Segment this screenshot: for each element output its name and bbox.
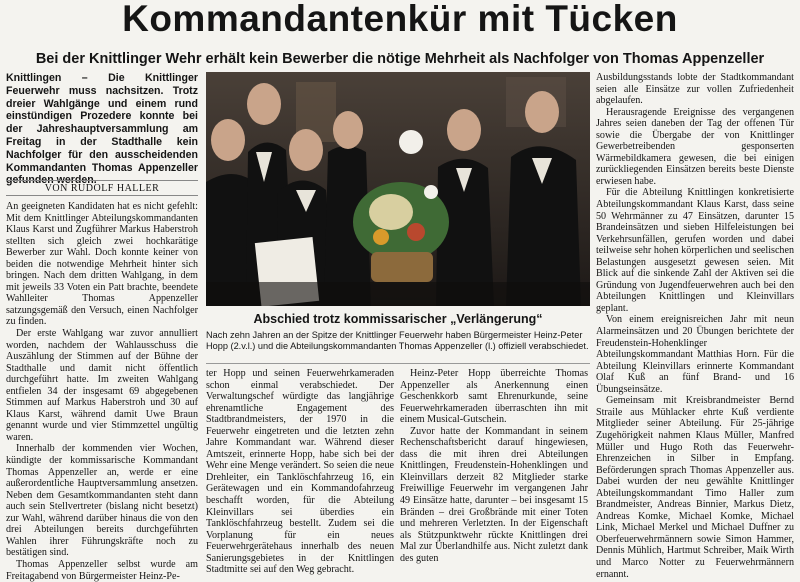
paragraph: ter Hopp und seinen Feuerwehrkameraden schon einmal verabschiedet. Der Verwaltungschef würdigte das langjährige ehrenamtliche Engagement des Stadtbrandmeisters, der 1970 in die Feuerwehr eingetreten und die letzten zehn Jahre Kommandant war. Während dieser Amtszeit, erinnerte Hopp, habe sich bei der Wehr eine Menge verändert. So seien die neue Drehleiter, ein Tanklöschfahrzeug 16, ein Gerätewagen und ein Kommandofahrzeug beschafft worden, für die Abteilung Kleinvillars sei überdies ein Tanklöschfahrzeug bestellt. Zudem sei die Vorplanung für ein neues Feuerwehrgerätehaus innerhalb des neuen Sanierungsgebietes in der Knittlingen Stadtmitte sei auf den Weg gebracht.	[206, 368, 394, 576]
lead-paragraph: Knittlingen – Die Knittlinger Feuerwehr muss nachsitzen. Trotz dreier Wahlgänge und einem rund einstündigen Prozedere konnte bei der Jahreshauptversammlung am Freitag in der Stadthalle kein Nachfolger für den ausscheidenden Kommandanten Thomas Appenzeller gefunden werden.	[6, 72, 198, 187]
headline: Kommandantenkür mit Tücken	[122, 0, 678, 39]
paragraph: Der erste Wahlgang war zuvor annulliert worden, nachdem der Wahlausschuss die Auszählung der Stimmen auf der Bühne der Stadthalle und damit nicht öffentlich durchgeführt hatte. Im zweiten Wahlgang entfielen 34 der insgesamt 69 abgegebenen Stimmen auf Markus Haberstroh und 30 auf Klaus Karst, während damit Uwe Braun genannt wurde und vier Stimmzettel ungültig waren.	[6, 328, 198, 443]
subheadline: Bei der Knittlinger Wehr erhält kein Bewerber die nötige Mehrheit als Nachfolger von Thomas Appenzeller	[35, 51, 765, 67]
photo-caption: Nach zehn Jahren an der Spitze der Knittlinger Feuerwehr haben Bürgermeister Heinz-Peter Hopp (2.v.l.) und die Abteilungskommandanten Thomas Appenzeller (l.) offiziell verabschiedet.	[206, 330, 589, 351]
paragraph: Gemeinsam mit Kreisbrandmeister Bernd Straile aus Mühlacker ehrte Kuß verdiente Mitglieder seiner Abteilung. Für 25-jährige Zugehörigkeit nahmen Klaus Müller, Manfred Müller und Hugo Roth das Feuerwehr-Ehrenzeichen in Silber in Empfang. Beförderungen sprach Thomas Appenzeller aus. Dabei wurden der neu gewählte Knittlinger Abteilungskommandant Timo Haller zum Brandmeister, Andreas Binnier, Markus Dietz, Andreas Komke, Michael Komke, Michael Link, Michael Merkel und Michael Duffner zu Oberfeuerwehrmännern sowie Simon Hammer, Dennis Mühlich, Hartmut Schreiber, Maik Wirth und Marco Notter zu Feuerwehrmännern ernannt.	[596, 395, 794, 580]
paragraph: Thomas Appenzeller selbst wurde am Freitagabend von Bürgermeister Heinz-Pe-	[6, 558, 198, 582]
photo-illustration	[206, 72, 590, 306]
group-photo	[206, 72, 590, 306]
byline: VON RUDOLF HALLER	[6, 180, 198, 196]
paragraph: Für die Abteilung Knittlingen konkretisierte Abteilungskommandant Klaus Karst, dass seine 50 Wehrmänner zu 47 Einsätzen, darunter 15 Brandeinsätzen und sieben Hilfeleistungen bei Verkehrsunfällen, gerufen worden und dabei teilweise sehr hohen körperlichen und seelischen Belastungen ausgesetzt gewesen seien. Mit Blick auf die sinkende Zahl der Aktiven sei die Gründung von Jugendfeuerwehren auch bei den Abteilungen Knittlingen und Kleinvillars geplant.	[596, 187, 794, 314]
paragraph: Von einem ereignisreichen Jahr mit neun Alarmeinsätzen und 20 Übungen berichtete der Freudenstein-Hohenklinger Abteilungskommandant Matthias Horn. Für die Abteilung Kleinvillars erinnerte Kommandant Olaf Kuß an fünf Brand- und 16 Übungseinsätze.	[596, 314, 794, 395]
paragraph: An geeigneten Kandidaten hat es nicht gefehlt: Mit dem Knittlinger Abteilungskommandanten Klaus Karst und Zugführer Markus Haberstroh stellten sich gleich zwei hochkarätige Bewerber zur Wahl. Doch konnte keiner von beiden die notwendige Mehrheit hinter sich bringen. Nach dem dritten Wahlgang, in dem mit jeweils 33 Voten ein Patt brachte, beendete Wahlleiter Thomas Appenzeller satzungsgemäß den Versuch, einen Nachfolger zu finden.	[6, 201, 198, 328]
paragraph: Zuvor hatte der Kommandant in seinem Rechenschaftsbericht darauf hingewiesen, dass die mit ihren drei Abteilungen Knittlingen, Freudenstein-Hohenklingen und Kleinvillars derzeit 82 Mitglieder starke Freiwillige Feuerwehr im vergangenen Jahr 49 Einsätze hatte, darunter – bei insgesamt 15 Bränden – drei Großbrände mit einer Toten und mehreren Verletzten. In der Eigenschaft als Stützpunktwehr rückte Knittlingen drei Mal zur Überlandhilfe aus. Nicht zuletzt dank des guten	[400, 425, 588, 564]
column-3	[400, 368, 588, 564]
column-1	[6, 201, 198, 582]
divider	[206, 363, 590, 364]
paragraph: Herausragende Ereignisse des vergangenen Jahres seien daneben der Tag der offenen Tür sowie die Übergabe der von Knittlinger Gewerbetreibenden gesponserten Wärmebildkamera gewesen, die bei einigen zurückliegenden Einsätzen bereits beste Dienste erwiesen habe.	[596, 106, 794, 187]
paragraph: Ausbildungsstands lobte der Stadtkommandant seien alle Einsätze zur vollen Zufriedenheit abgelaufen.	[596, 72, 794, 107]
column-2	[206, 368, 394, 576]
paragraph: Heinz-Peter Hopp überreichte Thomas Appenzeller als Anerkennung einen Geschenkkorb samt Ehrenurkunde, seine Feuerwehrkameraden überraschten ihn mit einem Musical-Gutschein.	[400, 368, 588, 426]
paragraph: Innerhalb der kommenden vier Wochen, kündigte der kommissarische Kommandant Thomas Appenzeller an, werde er eine außerordentliche Hauptversammlung ansetzen. Neben dem Gesamtkommandanten steht dann auch sein Stellvertreter (bislang nicht besetzt) zur Wahl, während darüber hinaus die von den drei Abteilungen bereits durchgeführten Wahlen ihrer Führungskräfte noch zu bestätigen sind.	[6, 443, 198, 559]
column-4	[596, 72, 794, 580]
photo-caption-title: Abschied trotz kommissarischer „Verlängerung“	[253, 312, 543, 326]
